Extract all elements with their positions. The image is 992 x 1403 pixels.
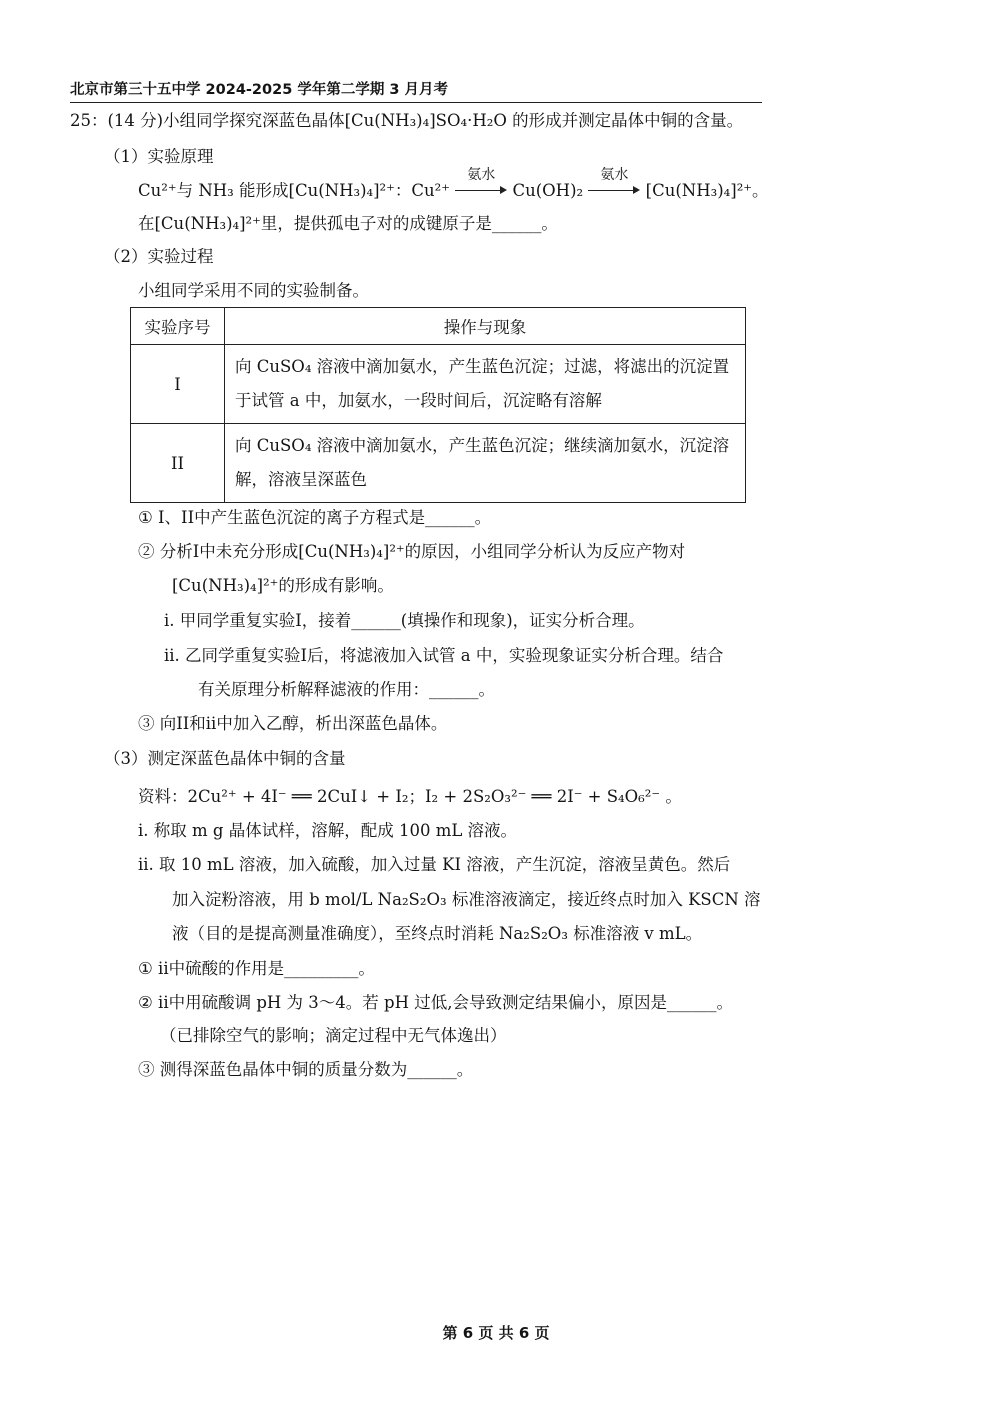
table-cell-no: I (131, 345, 225, 424)
section-3-step-i: i. 称取 m g 晶体试样，溶解，配成 100 mL 溶液。 (138, 821, 518, 840)
table-row (131, 345, 746, 424)
reaction-arrow-2 (588, 167, 640, 202)
arrow-icon (588, 184, 640, 196)
section-2-title: （2）实验过程 (104, 247, 214, 266)
formation-text-a: Cu²⁺与 NH₃ 能形成[Cu(NH₃)₄]²⁺：Cu²⁺ (138, 181, 450, 200)
section-2-q2-ii-line2: 有关原理分析解释滤液的作用：______。 (198, 680, 495, 699)
table-cell-desc: 向 CuSO₄ 溶液中滴加氨水，产生蓝色沉淀；继续滴加氨水，沉淀溶解，溶液呈深蓝色 (225, 424, 746, 503)
section-2-q3: ③ 向II和ii中加入乙醇，析出深蓝色晶体。 (138, 714, 448, 733)
section-1-formation-line (138, 167, 769, 202)
section-3-title: （3）测定深蓝色晶体中铜的含量 (104, 749, 346, 768)
table-header-desc: 操作与现象 (225, 308, 746, 345)
table-cell-desc: 向 CuSO₄ 溶液中滴加氨水，产生蓝色沉淀；过滤，将滤出的沉淀置于试管 a 中，加氨水，一段时间后，沉淀略有溶解 (225, 345, 746, 424)
arrow-label-2: 氨水 (600, 167, 629, 183)
table-cell-no: II (131, 424, 225, 503)
formation-text-b: Cu(OH)₂ (512, 181, 584, 200)
section-3-step-ii-line2: 加入淀粉溶液，用 b mol/L Na₂S₂O₃ 标准溶液滴定，接近终点时加入 KSCN 溶 (172, 890, 761, 909)
table-header-row (131, 308, 746, 345)
section-2-q2-line2: [Cu(NH₃)₄]²⁺的形成有影响。 (172, 576, 394, 595)
section-1-title: （1）实验原理 (104, 147, 214, 166)
section-1-question: 在[Cu(NH₃)₄]²⁺里，提供孤电子对的成键原子是______。 (138, 214, 558, 233)
section-2-q2-line1: ② 分析I中未充分形成[Cu(NH₃)₄]²⁺的原因，小组同学分析认为反应产物对 (138, 542, 686, 561)
section-3-q3: ③ 测得深蓝色晶体中铜的质量分数为______。 (138, 1060, 474, 1079)
section-3-q2-line2: （已排除空气的影响；滴定过程中无气体逸出） (160, 1026, 507, 1045)
table-header-no: 实验序号 (131, 308, 225, 345)
section-3-step-ii-line1: ii. 取 10 mL 溶液，加入硫酸，加入过量 KI 溶液，产生沉淀，溶液呈黄色。然后 (138, 855, 731, 874)
section-3-reference: 资料：2Cu²⁺ + 4I⁻ ══ 2CuI↓ + I₂；I₂ + 2S₂O₃²⁻ ══ 2I⁻ + S₄O₆²⁻ 。 (138, 787, 682, 806)
arrow-icon (455, 184, 507, 196)
page-footer: 第 6 页 共 6 页 (442, 1324, 550, 1342)
section-2-q2-ii-line1: ii. 乙同学重复实验I后，将滤液加入试管 a 中，实验现象证实分析合理。结合 (164, 646, 724, 665)
experiment-table (130, 307, 746, 503)
page-header: 北京市第三十五中学 2024-2025 学年第二学期 3 月月考 (70, 78, 762, 103)
table-row (131, 424, 746, 503)
arrow-label-1: 氨水 (467, 167, 496, 183)
question-25-intro: 25：(14 分)小组同学探究深蓝色晶体[Cu(NH₃)₄]SO₄·H₂O 的形成并测定晶体中铜的含量。 (70, 111, 744, 130)
section-3-q1: ① ii中硫酸的作用是_________。 (138, 959, 375, 978)
section-3-q2-line1: ② ii中用硫酸调 pH 为 3～4。若 pH 过低,会导致测定结果偏小，原因是______。 (138, 993, 733, 1012)
section-3-step-ii-line3: 液（目的是提高测量准确度），至终点时消耗 Na₂S₂O₃ 标准溶液 v mL。 (172, 924, 703, 943)
reaction-arrow-1 (455, 167, 507, 202)
section-2-intro: 小组同学采用不同的实验制备。 (138, 281, 369, 300)
formation-text-c: [Cu(NH₃)₄]²⁺。 (645, 181, 769, 200)
section-2-q2-i: i. 甲同学重复实验I，接着______(填操作和现象)，证实分析合理。 (164, 611, 645, 630)
section-2-q1: ① I、II中产生蓝色沉淀的离子方程式是______。 (138, 508, 492, 527)
